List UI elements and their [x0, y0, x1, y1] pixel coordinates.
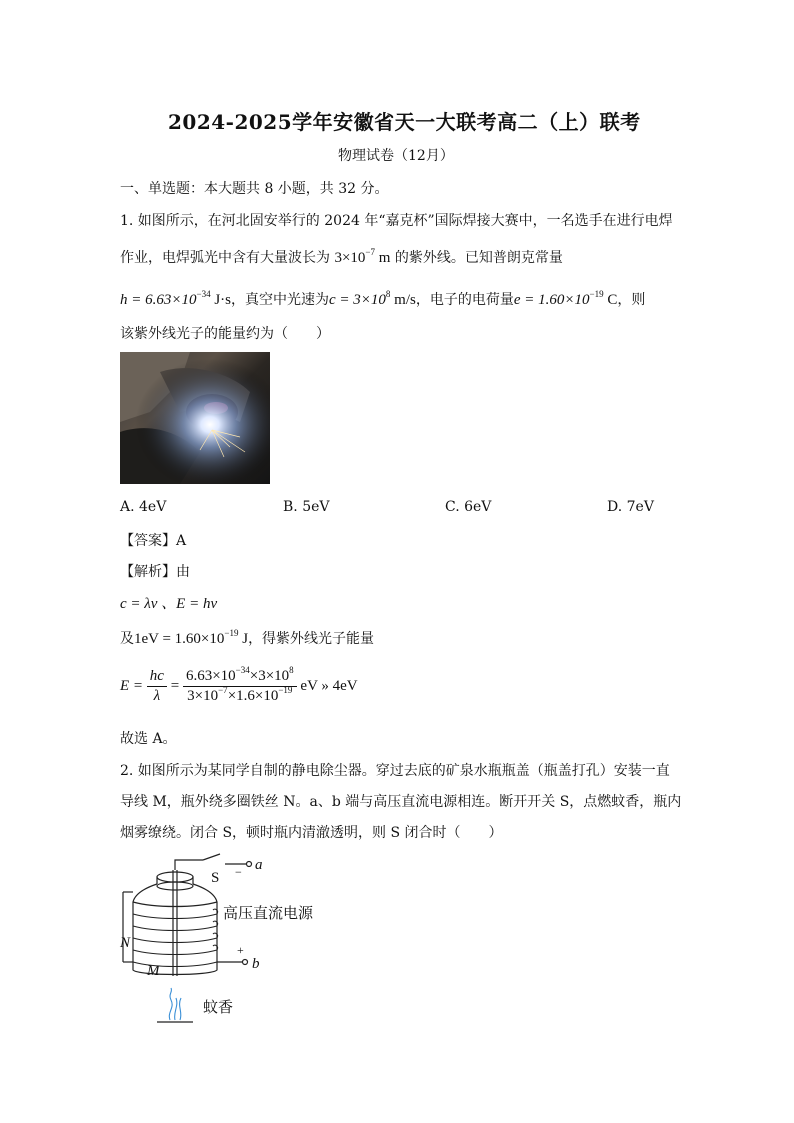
precipitator-diagram	[115, 852, 345, 1027]
q1-line4: 该紫外线光子的能量约为（ ）	[120, 326, 330, 342]
switch-label: S	[211, 870, 220, 886]
option-b[interactable]: B. 5eV	[283, 499, 330, 515]
q2-line2: 导线 M，瓶外绕多圈铁丝 N。a、b 端与高压直流电源相连。断开开关 S，点燃蚊香，瓶内	[120, 794, 682, 810]
planck-constant: $h = 6.63\times 10^{-34}$ J·s	[120, 289, 231, 308]
q2-line3: 烟雾缭绕。闭合 S，顿时瓶内清澈透明，则 S 闭合时（ ）	[120, 825, 503, 841]
conclusion: 故选 A。	[120, 731, 177, 747]
q1-line2	[120, 247, 563, 267]
terminal-a-node	[247, 862, 252, 867]
option-a[interactable]: A. 4eV	[120, 499, 167, 515]
ev-formula: $1eV = 1.60\times 10^{-19}$ J	[134, 628, 249, 647]
ev-line: 及$1eV = 1.60\times 10^{-19}$ J，得紫外线光子能量	[120, 628, 375, 647]
section-heading: 一、单选题：本大题共 8 小题，共 32 分。	[120, 181, 389, 197]
power-supply-label: 高压直流电源	[223, 904, 314, 922]
formula-line: c = λν 、E = hν	[120, 596, 218, 612]
minus-sign: −	[235, 865, 242, 879]
numeric-fraction: $\frac{6.63\times 10^{-34}\times 3\times 10^8}{3\times 10^{-7}\times 1.6\times 10^{-19}}$	[183, 668, 297, 705]
q1-line2-post: 的紫外线。已知普朗克常量	[394, 250, 563, 266]
bottle-body	[133, 884, 217, 975]
bottle-cap	[157, 872, 193, 882]
plus-sign: +	[237, 943, 244, 957]
coil-n	[133, 909, 218, 966]
incense-smoke	[169, 988, 181, 1020]
q2-line1: 2. 如图所示为某同学自制的静电除尘器。穿过去底的矿泉水瓶瓶盖（瓶盖打孔）安装一直	[120, 763, 670, 779]
q1-line2-pre: 作业，电焊弧光中含有大量波长为	[120, 250, 330, 266]
page-title: 2024-2025学年安徽省天一大联考高二（上）联考	[168, 110, 641, 134]
wire-label: M	[147, 963, 160, 979]
energy-equation: E = $\frac{hc}{\lambda}$ = $\frac{6.63\times 10^{-34}\times 3\times 10^8}{3\times 10^{-7}\times 1.6\times 10^{-19}}$ eV » 4eV	[120, 665, 358, 704]
answer-label: 【答案】A	[120, 533, 187, 549]
option-d[interactable]: D. 7eV	[607, 499, 654, 515]
electron-charge: $e = 1.60\times 10^{-19}$ C	[513, 289, 618, 308]
analysis-label: 【解析】由	[120, 564, 190, 580]
q1-line1: 1. 如图所示，在河北固安举行的 2024 年“嘉克杯”国际焊接大赛中，一名选手在进行电焊	[120, 213, 673, 229]
hc-over-lambda: $\frac{hc}{\lambda}$	[147, 668, 167, 705]
q1-line3: $h = 6.63\times 10^{-34}$ J·s，真空中光速为$c = 3\times 10^8$ m/s，电子的电荷量$e = 1.60\times 10^{-19}$ C，则	[120, 289, 646, 308]
coil-label: N	[120, 935, 131, 951]
terminal-a-label: a	[255, 857, 263, 873]
switch-s	[203, 854, 220, 860]
welding-photo	[120, 352, 270, 484]
option-c[interactable]: C. 6eV	[445, 499, 492, 515]
light-speed: $c = 3\times 10^8$ m/s	[329, 289, 416, 308]
wavelength-value: $3\times 10^{-7}$ m	[334, 247, 391, 266]
terminal-b-node	[243, 960, 248, 965]
terminal-b-label: b	[252, 956, 260, 972]
incense-label: 蚊香	[203, 998, 234, 1016]
page-subtitle: 物理试卷（12月）	[338, 148, 454, 164]
